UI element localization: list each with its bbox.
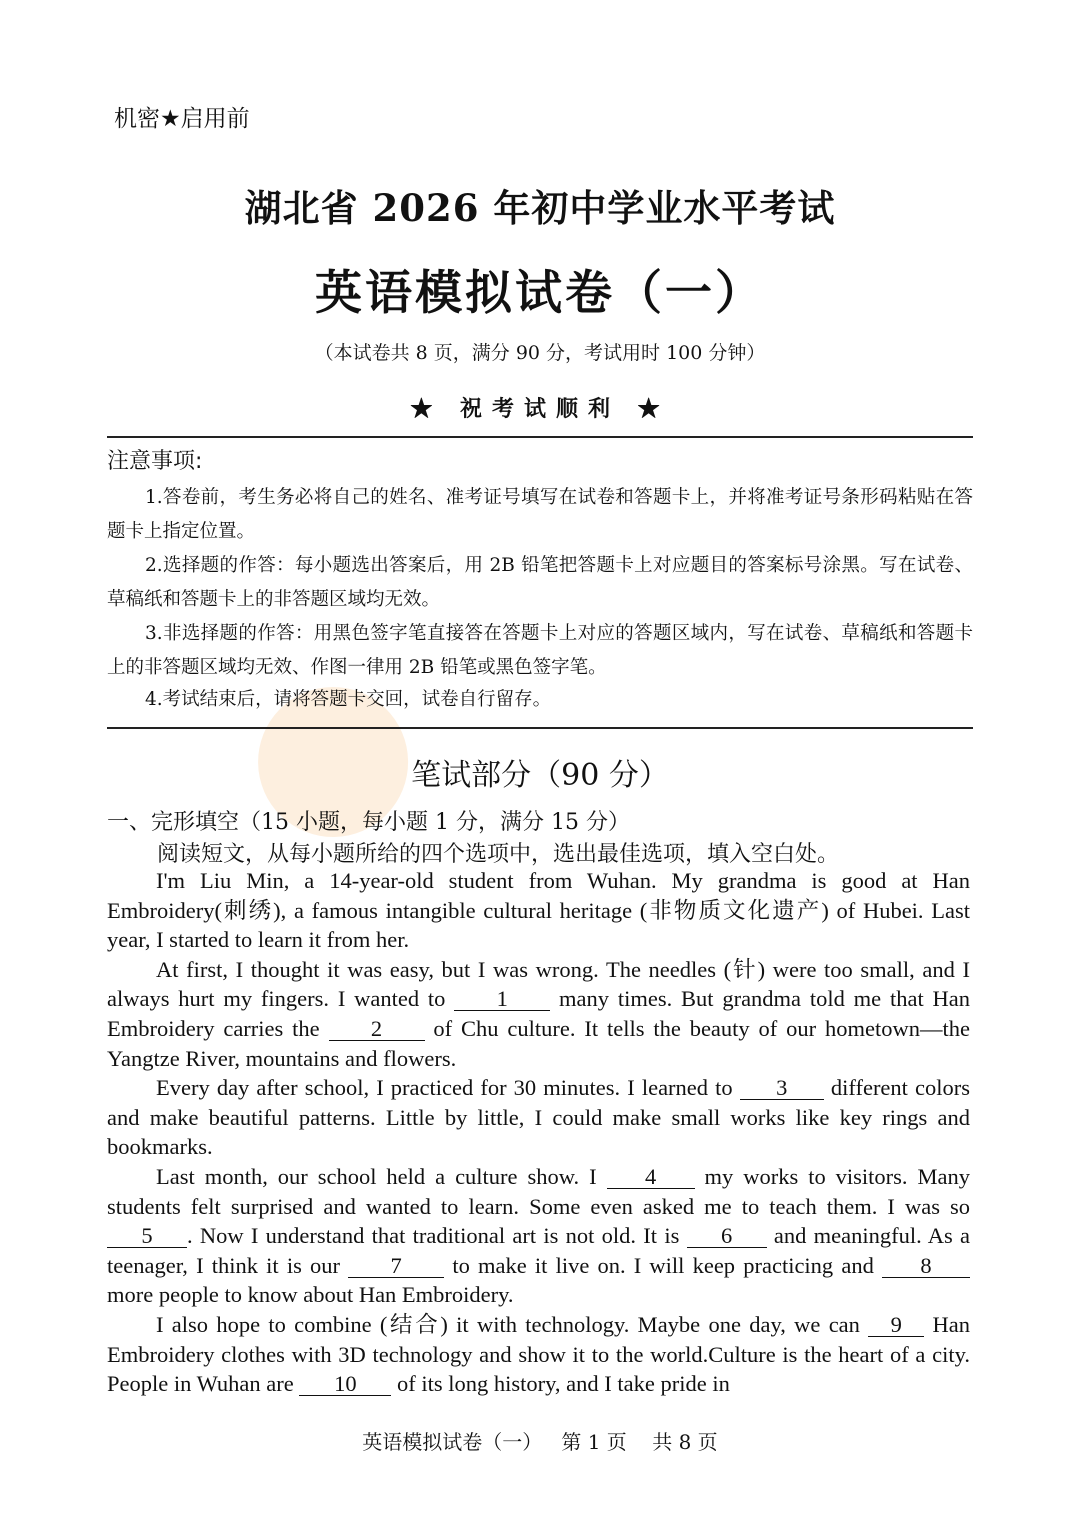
notice-heading: 注意事项:: [107, 449, 203, 474]
passage-paragraph-1: I'm Liu Min, a 14-year-old student from Wuhan. My grandma is good at Han Embroidery(刺绣), a famous intangible cultural heritage (非物质文化遗产) of Hubei. Last year, I started to learn it from her.: [107, 868, 970, 953]
notice-item-3: 3.非选择题的作答：用黑色签字笔直接答在答题卡上对应的答题区域内，写在试卷、草稿纸和答题卡上的非答题区域均无效、作图一律用 2B 铅笔或黑色签字笔。: [107, 623, 973, 678]
divider-top: [107, 436, 973, 438]
passage-paragraph-4: Last month, our school held a culture show. I 4 my works to visitors. Many students felt surprised and wanted to learn. Some even asked me to teach them. I was so 5 . Now I understand that traditional art is not old. It is 6 and meaningful. As a teenager, I think it is our 7 to make it live on. I will keep practicing and 8 more people to know about Han Embroidery.: [107, 1163, 970, 1308]
passage-paragraph-5: I also hope to combine (结合) it with technology. Maybe one day, we can 9 Han Embroidery clothes with 3D technology and show it to the world.Culture is the heart of a city. People in Wuhan are 10 of its long history, and I take pride in: [107, 1311, 971, 1397]
part-instruction: 阅读短文，从每小题所给的四个选项中，选出最佳选项，填入空白处。: [157, 842, 840, 867]
paper-title: 英语模拟试卷（一）: [315, 266, 765, 321]
good-luck-line: ★ 祝考试顺利 ★: [410, 396, 670, 422]
exam-info: （本试卷共 8 页，满分 90 分，考试用时 100 分钟）: [314, 342, 766, 364]
blank-9: 9: [868, 1314, 924, 1337]
passage-paragraph-2: At first, I thought it was easy, but I was wrong. The needles (针) were too small, and I always hurt my fingers. I wanted to 1 many times. But grandma told me that Han Embroidery carries the 2 of Chu culture. It tells the beauty of our hometown—the Yangtze River, mountains and flowers.: [107, 956, 970, 1071]
blank-2: 2: [329, 1018, 425, 1041]
blank-4: 4: [607, 1166, 695, 1189]
exam-title: 湖北省 2026 年初中学业水平考试: [244, 186, 836, 230]
passage-paragraph-3: Every day after school, I practiced for 30 minutes. I learned to 3 different colors and make beautiful patterns. Little by little, I could make small works like key rings and bookmarks.: [107, 1075, 971, 1160]
blank-3: 3: [740, 1077, 824, 1100]
part-heading: 一、完形填空（15 小题，每小题 1 分，满分 15 分）: [107, 810, 630, 835]
blank-1: 1: [454, 988, 550, 1011]
blank-7: 7: [348, 1255, 444, 1278]
notice-item-2: 2.选择题的作答：每小题选出答案后，用 2B 铅笔把答题卡上对应题目的答案标号涂黑。写在试卷、草稿纸和答题卡上的非答题区域均无效。: [107, 555, 973, 610]
page-footer: 英语模拟试卷（一） 第 1 页 共 8 页: [362, 1430, 718, 1454]
blank-5: 5: [107, 1225, 187, 1248]
blank-8: 8: [882, 1255, 970, 1278]
section-title: 笔试部分（90 分）: [411, 758, 669, 793]
confidential-mark: 机密★启用前: [114, 106, 250, 132]
notice-item-1: 1.答卷前，考生务必将自己的姓名、准考证号填写在试卷和答题卡上，并将准考证号条形码粘贴在答题卡上指定位置。: [107, 487, 973, 542]
blank-6: 6: [687, 1225, 767, 1248]
blank-10: 10: [299, 1373, 391, 1396]
notice-item-4: 4.考试结束后，请将答题卡交回，试卷自行留存。: [145, 689, 552, 710]
cloze-passage: [107, 866, 970, 1399]
divider-bottom: [107, 727, 973, 729]
